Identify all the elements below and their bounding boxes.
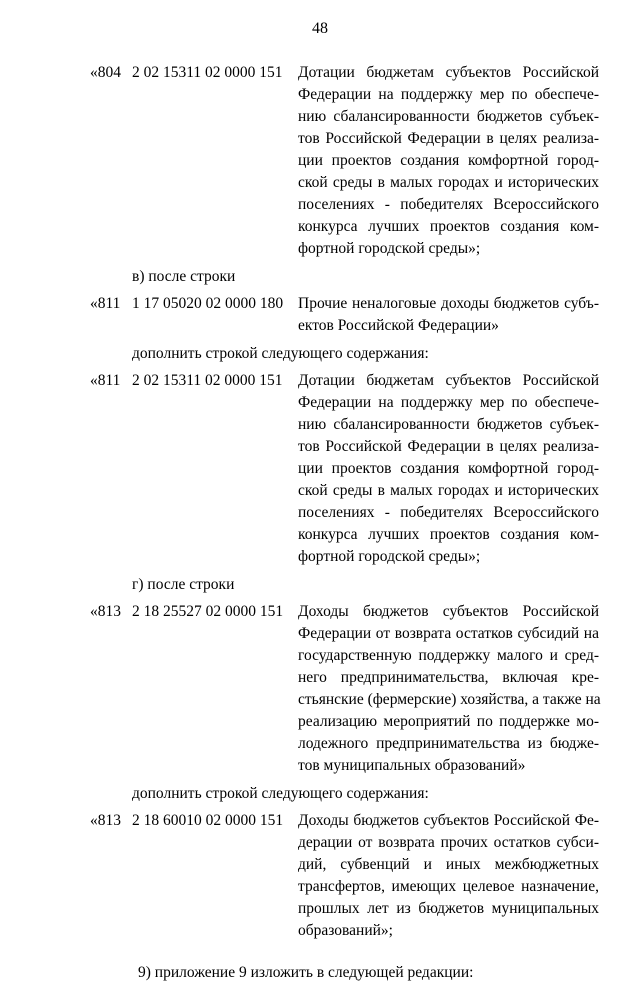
description-line: образований»; <box>298 922 393 939</box>
instruction-text: дополнить строкой следующего содержания: <box>132 345 429 362</box>
description-line: государственную поддержку малого и сред- <box>298 647 599 664</box>
description-line: дерации от возврата прочих остатков субси- <box>298 834 599 851</box>
description-line: стьянские (фермерские) хозяйства, а также на <box>298 691 601 708</box>
description-line: конкурса лучших проектов создания ком- <box>298 218 599 235</box>
admin-code: «811 <box>90 372 121 389</box>
description-line: Федерации на поддержку мер по обеспече- <box>298 86 599 103</box>
page-number: 48 <box>312 20 328 37</box>
description-line: Федерации от возврата остатков субсидий на <box>298 625 599 642</box>
description-line: Доходы бюджетов субъектов Российской <box>298 603 599 620</box>
admin-code: «813 <box>90 812 121 829</box>
instruction-text: в) после строки <box>132 268 236 285</box>
table-row <box>0 810 640 942</box>
description-line: фортной городской среды»; <box>298 240 481 257</box>
description-line: поселениях - победителях Всероссийского <box>298 504 599 521</box>
description-line: конкурса лучших проектов создания ком- <box>298 526 599 543</box>
admin-code: «804 <box>90 64 121 81</box>
description-line: дий, субвенций и иных межбюджетных <box>298 856 599 873</box>
description-line: ции проектов создания комфортной город- <box>298 460 599 477</box>
document-body <box>0 62 640 984</box>
description-line: него предпринимательства, включая кре- <box>298 669 599 686</box>
revenue-code: 2 02 15311 02 0000 151 <box>132 64 283 81</box>
description-line: трансфертов, имеющих целевое назначение, <box>298 878 599 895</box>
table-row <box>0 601 640 777</box>
description-line: поселениях - победителях Всероссийского <box>298 196 599 213</box>
instruction-text: г) после строки <box>132 576 235 593</box>
admin-code: «811 <box>90 295 121 312</box>
revenue-code: 1 17 05020 02 0000 180 <box>132 295 284 312</box>
description-line: прошлых лет из бюджетов муниципальных <box>298 900 599 917</box>
description-line: ции проектов создания комфортной город- <box>298 152 599 169</box>
description-line: реализацию мероприятий по поддержке мо- <box>298 713 599 730</box>
revenue-description <box>298 601 599 777</box>
description-line: Дотации бюджетам субъектов Российской <box>298 372 599 389</box>
description-line: фортной городской среды»; <box>298 548 481 565</box>
final-instruction: 9) приложение 9 изложить в следующей редакции: <box>138 964 474 981</box>
table-row <box>0 293 640 337</box>
description-line: Федерации на поддержку мер по обеспече- <box>298 394 599 411</box>
admin-code: «813 <box>90 603 121 620</box>
description-line: Доходы бюджетов субъектов Российской Фе- <box>298 812 599 829</box>
revenue-description <box>298 370 599 568</box>
revenue-code: 2 18 25527 02 0000 151 <box>132 603 284 620</box>
description-line: нию сбалансированности бюджетов субъек- <box>298 108 599 125</box>
revenue-description <box>298 62 599 260</box>
description-line: лодежного предпринимательства из бюдже- <box>298 735 599 752</box>
description-line: ектов Российской Федерации» <box>298 317 499 334</box>
revenue-code: 2 18 60010 02 0000 151 <box>132 812 284 829</box>
table-row <box>0 370 640 568</box>
description-line: ской среды в малых городах и исторических <box>298 174 599 191</box>
instruction-text: дополнить строкой следующего содержания: <box>132 785 429 802</box>
description-line: ской среды в малых городах и исторических <box>298 482 599 499</box>
description-line: Прочие неналоговые доходы бюджетов субъ- <box>298 295 599 312</box>
description-line: нию сбалансированности бюджетов субъек- <box>298 416 599 433</box>
table-row <box>0 62 640 260</box>
revenue-description <box>298 293 599 337</box>
description-line: тов муниципальных образований» <box>298 757 526 774</box>
description-line: тов Российской Федерации в целях реализа- <box>298 438 599 455</box>
description-line: Дотации бюджетам субъектов Российской <box>298 64 599 81</box>
revenue-code: 2 02 15311 02 0000 151 <box>132 372 283 389</box>
revenue-description <box>298 810 599 942</box>
description-line: тов Российской Федерации в целях реализа- <box>298 130 599 147</box>
